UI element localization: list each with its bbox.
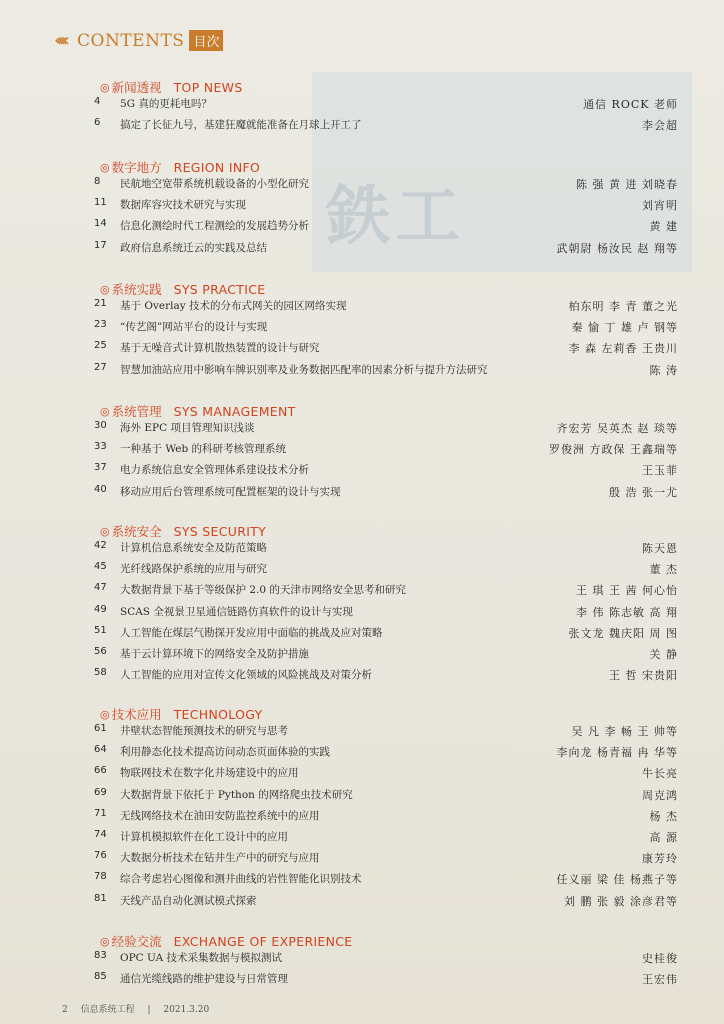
entry-title: 搞定了长征九号，基建狂魔就能准备在月球上开工了 xyxy=(120,119,362,132)
entry-authors: 李向龙 杨青福 冉 华等 xyxy=(556,746,678,760)
section-bullet-icon: ◎ xyxy=(100,934,110,948)
entry-authors: 周克鸿 xyxy=(642,788,678,802)
entry-title: 人工智能在煤层气勘探开发应用中面临的挑战及应对策略 xyxy=(120,626,383,639)
entry-page-number: 4 xyxy=(94,96,101,107)
entry-title: 基于云计算环境下的网络安全及防护措施 xyxy=(120,648,309,660)
entry-title: 基于 Overlay 技术的分布式网关的园区网络实现 xyxy=(120,300,347,312)
entry-title: 5G 真的更耗电吗？ xyxy=(120,98,212,110)
entry-page-number: 56 xyxy=(94,646,107,657)
section-title-cn: 技术应用 xyxy=(111,707,162,722)
entry-authors: 罗俊洲 方政保 王鑫瑞等 xyxy=(549,443,678,457)
toc-entry xyxy=(0,829,724,849)
entry-page-number: 58 xyxy=(94,667,107,679)
entry-authors: 陈 涛 xyxy=(649,363,678,377)
entry-title: 井壁状态智能预测技术的研究与思考 xyxy=(120,725,288,737)
toc-entry xyxy=(0,723,724,743)
section-title-en: TOP NEWS xyxy=(173,79,243,95)
toc-entry xyxy=(0,319,724,339)
toc-entry xyxy=(0,117,724,137)
entry-title: 大数据分析技术在钻井生产中的研究与应用 xyxy=(120,852,320,865)
toc-entry xyxy=(0,625,724,645)
section-title-en: SYS MANAGEMENT xyxy=(173,403,296,419)
entry-page-number: 64 xyxy=(94,744,107,756)
entry-title: OPC UA 技术采集数据与模拟测试 xyxy=(120,952,282,964)
toc-entry xyxy=(0,765,724,785)
entry-page-number: 11 xyxy=(94,197,107,209)
toc-entry xyxy=(0,971,724,991)
page-number: 2 xyxy=(62,1005,68,1015)
section-title xyxy=(100,78,243,96)
entry-authors: 康芳玲 xyxy=(642,852,678,866)
background-watermark: 鉄工 xyxy=(326,180,466,254)
entry-title: 利用静态化技术提高访问动态页面体验的实践 xyxy=(120,746,330,759)
entry-page-number: 81 xyxy=(94,892,107,904)
journal-name: 信息系统工程 xyxy=(80,1005,135,1015)
entry-title: 计算机信息系统安全及防范策略 xyxy=(120,542,267,554)
section-title xyxy=(100,705,263,723)
entry-title: 移动应用后台管理系统可配置框架的设计与实现 xyxy=(120,485,341,498)
entry-authors: 刘 鹏 张 毅 涂彦君等 xyxy=(564,894,678,908)
section-title-cn: 系统管理 xyxy=(111,404,162,419)
entry-page-number: 47 xyxy=(94,582,107,594)
entry-title: 人工智能的应用对宣传文化领域的风险挑战及对策分析 xyxy=(120,669,372,682)
toc-entry xyxy=(0,362,724,382)
entry-page-number: 14 xyxy=(94,218,107,230)
section-title-cn: 数字地方 xyxy=(111,160,162,175)
entry-page-number: 74 xyxy=(94,829,107,840)
toc-entry xyxy=(0,561,724,581)
entry-title: 电力系统信息安全管理体系建设技术分析 xyxy=(120,464,309,477)
toc-entry xyxy=(0,298,724,318)
section-title-en: REGION INFO xyxy=(173,159,261,175)
section-title xyxy=(100,280,265,298)
entry-title: SCAS 全视景卫星通信链路仿真软件的设计与实现 xyxy=(120,605,353,618)
toc-entry xyxy=(0,218,724,238)
entry-authors: 王玉菲 xyxy=(642,464,678,478)
entry-authors: 武朝尉 杨汝民 赵 翔等 xyxy=(556,241,678,255)
page-footer xyxy=(62,1002,219,1015)
entry-authors: 齐宏芳 吴英杰 赵 琰等 xyxy=(556,422,678,435)
section-bullet-icon: ◎ xyxy=(100,524,110,538)
section-bullet-icon: ◎ xyxy=(100,160,110,174)
entry-page-number: 21 xyxy=(94,298,107,309)
toc-entry xyxy=(0,462,724,482)
entry-authors: 黄 建 xyxy=(649,220,678,234)
entry-title: 大数据背景下基于等级保护 2.0 的天津市网络安全思考和研究 xyxy=(120,584,406,597)
toc-entry xyxy=(0,582,724,602)
entry-authors: 史桂俊 xyxy=(642,952,678,965)
entry-authors: 陈天恩 xyxy=(642,542,678,555)
toc-entry xyxy=(0,240,724,260)
section-title xyxy=(100,158,260,176)
entry-authors: 柏东明 李 青 董之光 xyxy=(568,300,678,313)
entry-page-number: 42 xyxy=(94,540,107,551)
entry-page-number: 8 xyxy=(94,176,101,187)
entry-title: 信息化测绘时代工程测绘的发展趋势分析 xyxy=(120,220,309,233)
entry-page-number: 37 xyxy=(94,462,107,474)
entry-authors: 殷 浩 张一尤 xyxy=(609,485,678,499)
toc-entry xyxy=(0,420,724,440)
entry-page-number: 66 xyxy=(94,765,107,777)
toc-entry xyxy=(0,871,724,891)
section-title-en: SYS PRACTICE xyxy=(173,281,266,297)
entry-title: 海外 EPC 项目管理知识浅谈 xyxy=(120,422,255,434)
section-title-cn: 系统实践 xyxy=(111,282,162,297)
section-bullet-icon: ◎ xyxy=(100,707,110,721)
toc-entry xyxy=(0,96,724,116)
mulu-label: 目次 xyxy=(189,30,223,51)
section-title xyxy=(100,932,353,950)
entry-authors: 刘宵明 xyxy=(642,199,678,213)
entry-title: 光纤线路保护系统的应用与研究 xyxy=(120,563,267,576)
section-title-en: EXCHANGE OF EXPERIENCE xyxy=(173,933,353,949)
entry-page-number: 23 xyxy=(94,319,107,331)
entry-title: 通信光缆线路的维护建设与日常管理 xyxy=(120,973,288,986)
entry-page-number: 78 xyxy=(94,871,107,883)
toc-entry xyxy=(0,176,724,196)
entry-title: 智慧加油站应用中影响车牌识别率及业务数据匹配率的因素分析与提升方法研究 xyxy=(120,363,488,376)
toc-entry xyxy=(0,604,724,624)
entry-authors: 秦 愉 丁 雄 卢 钢等 xyxy=(571,321,678,335)
entry-page-number: 45 xyxy=(94,561,107,573)
entry-title: 政府信息系统迁云的实践及总结 xyxy=(120,241,267,254)
entry-title: 物联网技术在数字化井场建设中的应用 xyxy=(120,767,299,780)
section-title-cn: 新闻透视 xyxy=(111,80,162,95)
section-bullet-icon: ◎ xyxy=(100,80,110,94)
entry-page-number: 71 xyxy=(94,807,107,819)
entry-title: 无线网络技术在油田安防监控系统中的应用 xyxy=(120,809,320,822)
entry-page-number: 25 xyxy=(94,340,107,352)
entry-page-number: 17 xyxy=(94,239,107,251)
section-title-en: SYS SECURITY xyxy=(173,523,267,539)
section-title-cn: 系统安全 xyxy=(111,524,162,539)
toc-entry xyxy=(0,340,724,360)
entry-title: “传艺阁”网站平台的设计与实现 xyxy=(120,321,268,334)
entry-title: 综合考虑岩心图像和测井曲线的岩性智能化识别技术 xyxy=(120,873,362,886)
entry-page-number: 40 xyxy=(94,483,107,495)
entry-page-number: 76 xyxy=(94,850,107,862)
entry-title: 大数据背景下依托于 Python 的网络爬虫技术研究 xyxy=(120,788,353,801)
entry-authors: 张文龙 魏庆阳 周 图 xyxy=(568,626,678,640)
entry-authors: 通信 ROCK 老师 xyxy=(583,98,678,111)
section-bullet-icon: ◎ xyxy=(100,404,110,418)
entry-title: 一种基于 Web 的科研考核管理系统 xyxy=(120,443,287,456)
entry-title: 数据库容灾技术研究与实现 xyxy=(120,199,246,212)
section-title xyxy=(100,522,266,540)
entry-page-number: 61 xyxy=(94,723,107,734)
entry-page-number: 49 xyxy=(94,603,107,615)
contents-header xyxy=(54,30,223,51)
toc-entry xyxy=(0,787,724,807)
entry-title: 天线产品自动化测试模式探索 xyxy=(120,894,257,907)
entry-authors: 关 静 xyxy=(649,648,678,661)
section-title-en: TECHNOLOGY xyxy=(173,706,263,722)
entry-page-number: 30 xyxy=(94,420,107,431)
entry-authors: 王 琪 王 茜 何心怡 xyxy=(576,584,678,598)
entry-page-number: 51 xyxy=(94,624,107,636)
entry-page-number: 6 xyxy=(94,117,101,129)
toc-entry xyxy=(0,441,724,461)
entry-authors: 陈 强 黄 进 刘晓春 xyxy=(576,178,678,191)
entry-authors: 王宏伟 xyxy=(642,973,678,987)
entry-authors: 李 森 左莉香 王贵川 xyxy=(568,342,678,356)
toc-entry xyxy=(0,744,724,764)
section-bullet-icon: ◎ xyxy=(100,282,110,296)
toc-entry xyxy=(0,950,724,970)
toc-entry xyxy=(0,484,724,504)
toc-entry xyxy=(0,808,724,828)
issue-date: 2021.3.20 xyxy=(163,1005,210,1015)
entry-title: 基于无噪音式计算机散热装置的设计与研究 xyxy=(120,342,320,355)
entry-page-number: 69 xyxy=(94,786,107,798)
entry-authors: 高 源 xyxy=(649,831,678,844)
toc-entry xyxy=(0,893,724,913)
toc-entry xyxy=(0,646,724,666)
entry-authors: 王 哲 宋贵阳 xyxy=(609,669,678,683)
footer-separator: | xyxy=(147,1005,151,1015)
entry-authors: 李会超 xyxy=(642,119,678,133)
entry-page-number: 85 xyxy=(94,971,107,983)
entry-authors: 吴 凡 李 畅 王 帅等 xyxy=(571,725,678,738)
toc-entry xyxy=(0,540,724,560)
toc-entry xyxy=(0,197,724,217)
entry-page-number: 27 xyxy=(94,361,107,373)
entry-authors: 李 伟 陈志敏 高 翔 xyxy=(576,605,678,619)
toc-entry xyxy=(0,667,724,687)
entry-authors: 牛长亮 xyxy=(642,767,678,781)
toc-entry xyxy=(0,850,724,870)
entry-title: 民航地空宽带系统机载设备的小型化研究 xyxy=(120,178,309,190)
entry-page-number: 33 xyxy=(94,441,107,453)
contents-label: CONTENTS xyxy=(77,30,185,51)
section-title xyxy=(100,402,296,420)
section-title-cn: 经验交流 xyxy=(111,934,162,949)
entry-authors: 杨 杰 xyxy=(649,809,678,823)
entry-authors: 董 杰 xyxy=(649,563,678,577)
entry-authors: 任义丽 梁 佳 杨燕子等 xyxy=(556,873,678,887)
entry-page-number: 83 xyxy=(94,950,107,961)
entry-title: 计算机模拟软件在化工设计中的应用 xyxy=(120,831,288,843)
chevrons-icon: ‹‹‹‹‹ xyxy=(54,30,65,51)
